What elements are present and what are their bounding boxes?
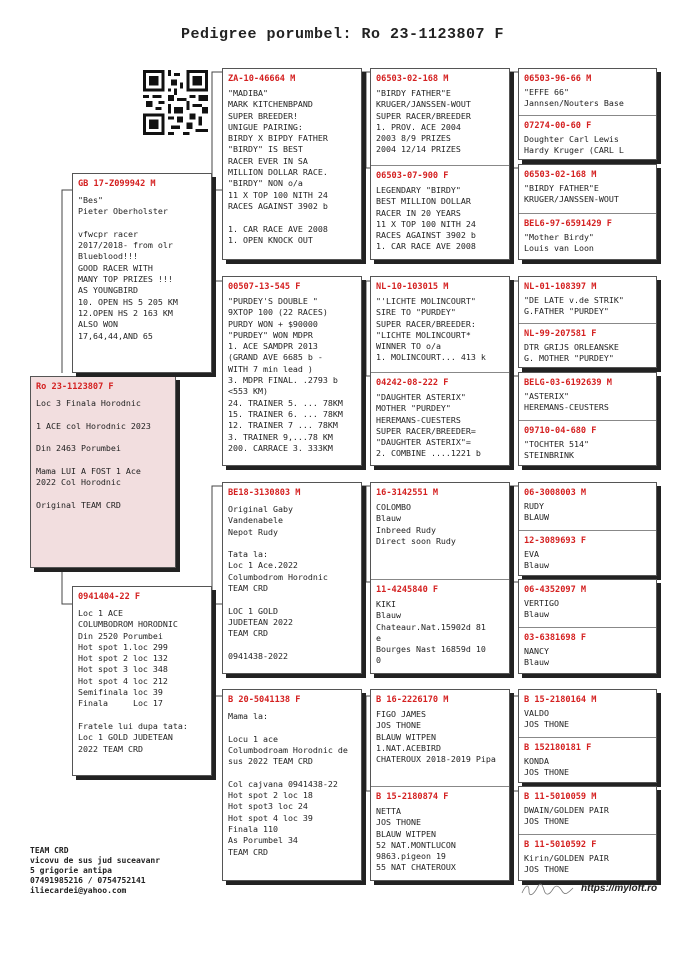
ring-number: B 15-2180874 F [376, 792, 449, 802]
ancestor-card[interactable] [519, 69, 656, 115]
ancestor-card[interactable] [519, 420, 656, 466]
owner-contact-info: TEAM CRD vicovu de sus jud suceavanr 5 grigorie antipa 07491985216 / 0754752141 iliecardei@yahoo.com [30, 846, 161, 895]
sire-dam-ring-number: 00507-13-545 F [228, 282, 301, 292]
ancestor-card[interactable] [519, 627, 656, 674]
pigeon-description: VERTIGO Blauw [524, 598, 559, 620]
great-grandparent-card[interactable] [371, 786, 509, 881]
generation-4-group-2 [518, 164, 657, 260]
ring-number: 06503-96-66 M [524, 74, 592, 84]
generation-3-group-1 [370, 68, 510, 260]
ancestor-card[interactable] [519, 690, 656, 737]
ancestor-card[interactable] [519, 165, 656, 213]
ring-number: 04242-08-222 F [376, 378, 449, 388]
ring-number: 11-4245840 F [376, 585, 439, 595]
sire-dam-description: "PURDEY'S DOUBLE " 9XTOP 100 (22 RACES) PURDY WON + $90000 "PURDEY" WON MDPR 1. ACE SAMDPR 2013 (GRAND AVE 6685 b - WITH 7 min lead ) 3. MDPR FINAL. .2793 b <553 KM) 24. TRAINER 5. ... 78KM 15. TRAINER 6. ... 78KM 12. TRAINER 7 ... 78KM 3. TRAINER 9,...78 KM 200. CARRACE 3. 333KM [228, 296, 343, 453]
pigeon-description: "DE LATE v.de STRIK" G.FATHER "PURDEY" [524, 295, 624, 317]
pigeon-description: KONDA JOS THONE [524, 756, 569, 778]
ring-number: 03-6381698 F [524, 633, 587, 643]
pigeon-description: Kirin/GOLDEN PAIR JOS THONE [524, 853, 609, 875]
pigeon-description: "EFFE 66" Jannsen/Nouters Base [524, 87, 624, 109]
ring-number: NL-99-207581 F [524, 329, 597, 339]
generation-3-group-4 [370, 689, 510, 881]
dam-dam-card[interactable] [222, 689, 362, 881]
pigeon-description: "BIRDY FATHER"E KRUGER/JANSSEN-WOUT SUPER RACER/BREEDER 1. PROV. ACE 2004 2003 8/9 PRIZES 2004 12/14 PRIZES [376, 88, 471, 155]
dam-ring-number: 0941404-22 F [78, 592, 141, 602]
ring-number: B 15-2180164 M [524, 695, 597, 705]
ring-number: 16-3142551 M [376, 488, 439, 498]
pigeon-description: "Mother Birdy" Louis van Loon [524, 232, 594, 254]
great-grandparent-card[interactable] [371, 372, 509, 466]
ring-number: B 11-5010059 M [524, 792, 597, 802]
pigeon-description: LEGENDARY "BIRDY" BEST MILLION DOLLAR RACER IN 20 YEARS 11 X TOP 100 NITH 24 RACES AGAINST 3902 b 1. CAR RACE AVE 2008 [376, 185, 476, 252]
pigeon-description: DTR GRIJS ORLEANSKE G. MOTHER "PURDEY" [524, 342, 619, 364]
pigeon-description: Doughter Carl Lewis Hardy Kruger (CARL L [524, 134, 624, 156]
sire-card[interactable] [72, 173, 212, 373]
pigeon-description: DWAIN/GOLDEN PAIR JOS THONE [524, 805, 609, 827]
ring-number: 06-4352097 M [524, 585, 587, 595]
ring-number: 06-3008003 M [524, 488, 587, 498]
pigeon-description: RUDY BLAUW [524, 501, 549, 523]
pigeon-description: NANCY Blauw [524, 646, 549, 668]
subject-pigeon-card[interactable] [30, 376, 176, 568]
pigeon-description: VALDO JOS THONE [524, 708, 569, 730]
pigeon-description: COLOMBO Blauw Inbreed Rudy Direct soon Rudy [376, 502, 456, 546]
sire-description: "Bes" Pieter Oberholster vfwcpr racer 2017/2018- from olr Blueblood!!! GOOD RACER WITH MANY TOP PRIZES !!! AS YOUNGBIRD 10. OPEN HS 5 205 KM 12.OPEN HS 2 163 KM ALSO WON 17,64,44,AND 65 [78, 195, 178, 341]
generation-3-group-2 [370, 276, 510, 466]
ancestor-card[interactable] [519, 787, 656, 834]
website-link[interactable]: https://myloft.ro [581, 883, 658, 894]
dam-sire-card[interactable] [222, 482, 362, 674]
sire-sire-description: "MADIBA" MARK KITCHENBPAND SUPER BREEDER! UNIGUE PAIRING: BIRDY X BIPDY FATHER "BIRDY" IS BEST RACER EVER IN SA MILLION DOLLAR RACE. "BIRDY" NON o/a 11 X TOP 100 NITH 24 RACES AGAINST 3902 b 1. CAR RACE AVE 2008 1. OPEN KNOCK OUT [228, 88, 328, 245]
great-grandparent-card[interactable] [371, 483, 509, 579]
dam-sire-description: Original Gaby Vandenabele Nepot Rudy Tata la: Loc 1 Ace.2022 Columbodrom Horodnic TEAM CRD LOC 1 GOLD JUDETEAN 2022 TEAM CRD 0941438-2022 [228, 504, 328, 661]
ring-number: 06503-02-168 M [524, 170, 597, 180]
ring-number: B 152180181 F [524, 743, 592, 753]
generation-3-group-3 [370, 482, 510, 674]
dam-sire-ring-number: BE18-3130803 M [228, 488, 301, 498]
pigeon-description: "TOCHTER 514" STEINBRINK [524, 439, 589, 461]
ring-number: 07274-00-60 F [524, 121, 592, 131]
pigeon-description: "BIRDY FATHER"E KRUGER/JANSSEN-WOUT [524, 183, 619, 205]
generation-4-group-6 [518, 579, 657, 674]
great-grandparent-card[interactable] [371, 277, 509, 372]
pigeon-description: FIGO JAMES JOS THONE BLAUW WITPEN 1.NAT.ACEBIRD CHATEROUX 2018-2019 Pipa [376, 709, 496, 765]
dam-dam-description: Mama la: Locu 1 ace Columbodroam Horodnic de sus 2022 TEAM CRD Col cajvana 0941438-22 Hot spot 2 loc 18 Hot spot3 loc 24 Hot spot 4 loc 39 Finala 110 As Porumbel 34 TEAM CRD [228, 711, 348, 857]
dam-dam-ring-number: B 20-5041138 F [228, 695, 301, 705]
ancestor-card[interactable] [519, 483, 656, 530]
ancestor-card[interactable] [519, 115, 656, 160]
sire-ring-number: GB 17-Z099942 M [78, 179, 156, 189]
ancestor-card[interactable] [519, 834, 656, 881]
ancestor-card[interactable] [519, 530, 656, 576]
dam-card[interactable] [72, 586, 212, 776]
pigeon-description: "'LICHTE MOLINCOURT" SIRE TO "PURDEY" SUPER RACER/BREEDER: "LICHTE MOLINCOURT* WINNER TO o/a 1. MOLINCOURT... 413 k [376, 296, 486, 363]
pigeon-description: "ASTERIX" HEREMANS-CEUSTERS [524, 391, 609, 413]
great-grandparent-card[interactable] [371, 69, 509, 165]
sire-sire-ring-number: ZA-10-46664 M [228, 74, 296, 84]
great-grandparent-card[interactable] [371, 165, 509, 260]
sire-sire-card[interactable] [222, 68, 362, 260]
pigeon-description: NETTA JOS THONE BLAUW WITPEN 52 NAT.MONTLUCON 9863.pigeon 19 55 NAT CHATEROUX [376, 806, 456, 873]
subject-ring-number: Ro 23-1123807 F [36, 382, 114, 392]
subject-description: Loc 3 Finala Horodnic 1 ACE col Horodnic 2023 Din 2463 Porumbei Mama LUI A FOST 1 Ace 2022 Col Horodnic Original TEAM CRD [36, 398, 151, 510]
generation-4-group-7 [518, 689, 657, 783]
ring-number: BELG-03-6192639 M [524, 378, 612, 388]
pigeon-description: "DAUGHTER ASTERIX" MOTHER "PURDEY" HEREMANS-CUESTERS SUPER RACER/BREEDER= "DAUGHTER ASTERIX"= 2. COMBINE ....1221 b [376, 392, 481, 459]
generation-4-group-1 [518, 68, 657, 160]
generation-4-group-4 [518, 372, 657, 466]
generation-4-group-5 [518, 482, 657, 576]
great-grandparent-card[interactable] [371, 579, 509, 674]
pigeon-description: KIKI Blauw Chateaur.Nat.15902d 81 e Bourges Nast 16859d 10 0 [376, 599, 486, 666]
ring-number: B 16-2226170 M [376, 695, 449, 705]
dam-description: Loc 1 ACE COLUMBODROM HORODNIC Din 2520 Porumbei Hot spot 1.loc 299 Hot spot 2 loc 132 Hot spot 3 loc 348 Hot spot 4 loc 212 Semifinala loc 39 Finala Loc 17 Fratele lui dupa tata: Loc 1 GOLD JUDETEAN 2022 TEAM CRD [78, 608, 188, 754]
ancestor-card[interactable] [519, 737, 656, 783]
great-grandparent-card[interactable] [371, 690, 509, 786]
ring-number: 06503-02-168 M [376, 74, 449, 84]
ring-number: 06503-07-900 F [376, 171, 449, 181]
generation-4-group-3 [518, 276, 657, 368]
ring-number: B 11-5010592 F [524, 840, 597, 850]
sire-dam-card[interactable] [222, 276, 362, 466]
ancestor-card[interactable] [519, 580, 656, 627]
signature-icon [520, 880, 575, 898]
pigeon-description: EVA Blauw [524, 549, 549, 571]
ring-number: NL-01-108397 M [524, 282, 597, 292]
ring-number: NL-10-103015 M [376, 282, 449, 292]
ancestor-card[interactable] [519, 277, 656, 323]
ancestor-card[interactable] [519, 373, 656, 420]
generation-4-group-8 [518, 786, 657, 881]
ancestor-card[interactable] [519, 213, 656, 260]
ring-number: BEL6-97-6591429 F [524, 219, 612, 229]
ring-number: 12-3089693 F [524, 536, 587, 546]
page-title: Pedigree porumbel: Ro 23-1123807 F [180, 26, 505, 43]
ring-number: 09710-04-680 F [524, 426, 597, 436]
ancestor-card[interactable] [519, 323, 656, 368]
